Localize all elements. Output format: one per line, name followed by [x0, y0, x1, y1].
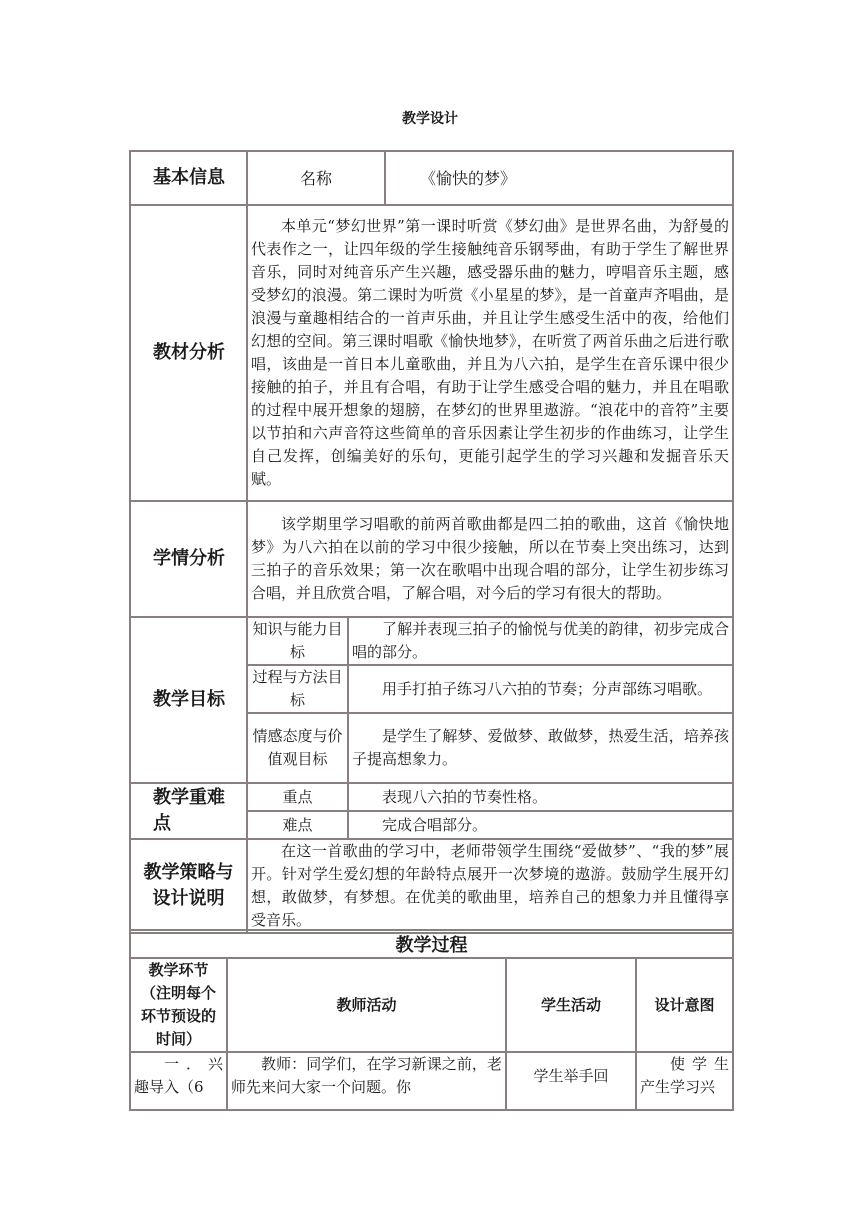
key-point-name: 难点: [247, 811, 348, 839]
key-points-label: 教学重难点: [130, 783, 247, 839]
student-analysis-text: 该学期里学习唱歌的前两首歌曲都是四二拍的歌曲，这首《愉快地梦》为八六拍在以前的学习中很少接触，所以在节奏上突出练习，达到三拍子的音乐效果；第一次在歌唱中出现合唱的部分，让学生初步练习合唱，并且欣赏合唱，了解合唱，对今后的学习有很大的帮助。: [247, 501, 733, 617]
strategy-text: 在这一首歌曲的学习中，老师带领学生围绕“爱做梦”、“我的梦”展开。针对学生爱幻想的年龄特点展开一次梦境的遨游。鼓励学生展开幻想，敢做梦，有梦想。在优美的歌曲里，培养自己的想象力并且懂得享受音乐。: [247, 839, 733, 933]
material-analysis-label: 教材分析: [130, 205, 247, 501]
key-point-text: 表现八六拍的节奏性格。: [348, 783, 733, 811]
stage-cell: 一．兴趣导入（6: [130, 1052, 227, 1110]
objective-text: 用手打拍子练习八六拍的节奏；分声部练习唱歌。: [348, 665, 733, 713]
material-analysis-text: 本单元“梦幻世界”第一课时听赏《梦幻曲》是世界名曲，为舒曼的代表作之一，让四年级的学生接触纯音乐钢琴曲，有助于学生了解世界音乐，同时对纯音乐产生兴趣，感受器乐曲的魅力，哼唱音乐主题，感受梦幻的浪漫。第二课时为听赏《小星星的梦》，是一首童声齐唱曲，是浪漫与童趣相结合的一首声乐曲，并且让学生感受生活中的夜，给他们幻想的空间。第三课时唱歌《愉快地梦》，在听赏了两首乐曲之后进行歌唱，该曲是一首日本儿童歌曲，并且为八六拍，是学生在音乐课中很少接触的拍子，并且有合唱，有助于让学生感受合唱的魅力，并且在唱歌的过程中展开想象的翅膀，在梦幻的世界里遨游。“浪花中的音符”主要以节拍和六声音符这些简单的音乐因素让学生初步的作曲练习，让学生自己发挥，创编美好的乐句，更能引起学生的学习兴趣和发掘音乐天赋。: [247, 205, 733, 501]
process-title: 教学过程: [130, 930, 733, 958]
objective-text: 了解并表现三拍子的愉悦与优美的韵律，初步完成合唱的部分。: [348, 617, 733, 665]
column-header-intent: 设计意图: [636, 958, 733, 1052]
key-point-name: 重点: [247, 783, 348, 811]
strategy-label: 教学策略与 设计说明: [130, 839, 247, 933]
student-analysis-label: 学情分析: [130, 501, 247, 617]
column-header-stage: 教学环节（注明每个环节预设的时间）: [130, 958, 227, 1052]
student-activity-cell: 学生举手回: [506, 1052, 636, 1110]
column-header-teacher: 教师活动: [227, 958, 506, 1052]
name-value: 《愉快的梦》: [385, 151, 733, 205]
objective-text: 是学生了解梦、爱做梦、敢做梦，热爱生活，培养孩子提高想象力。: [348, 713, 733, 783]
teacher-activity-cell: 教师：同学们，在学习新课之前，老师先来问大家一个问题。你: [227, 1052, 506, 1110]
process-table: [129, 929, 734, 1111]
key-point-text: 完成合唱部分。: [348, 811, 733, 839]
info-table: [129, 150, 734, 934]
name-label: 名称: [247, 151, 385, 205]
design-intent-cell: 使学生产生学习兴: [636, 1052, 733, 1110]
basic-info-label: 基本信息: [130, 151, 247, 205]
objective-name: 知识与能力目标: [247, 617, 348, 665]
objective-name: 过程与方法目标: [247, 665, 348, 713]
objectives-label: 教学目标: [130, 617, 247, 783]
table-row: [130, 1052, 733, 1110]
column-header-student: 学生活动: [506, 958, 636, 1052]
objective-name: 情感态度与价值观目标: [247, 713, 348, 783]
document-title: 教学设计: [402, 111, 458, 127]
